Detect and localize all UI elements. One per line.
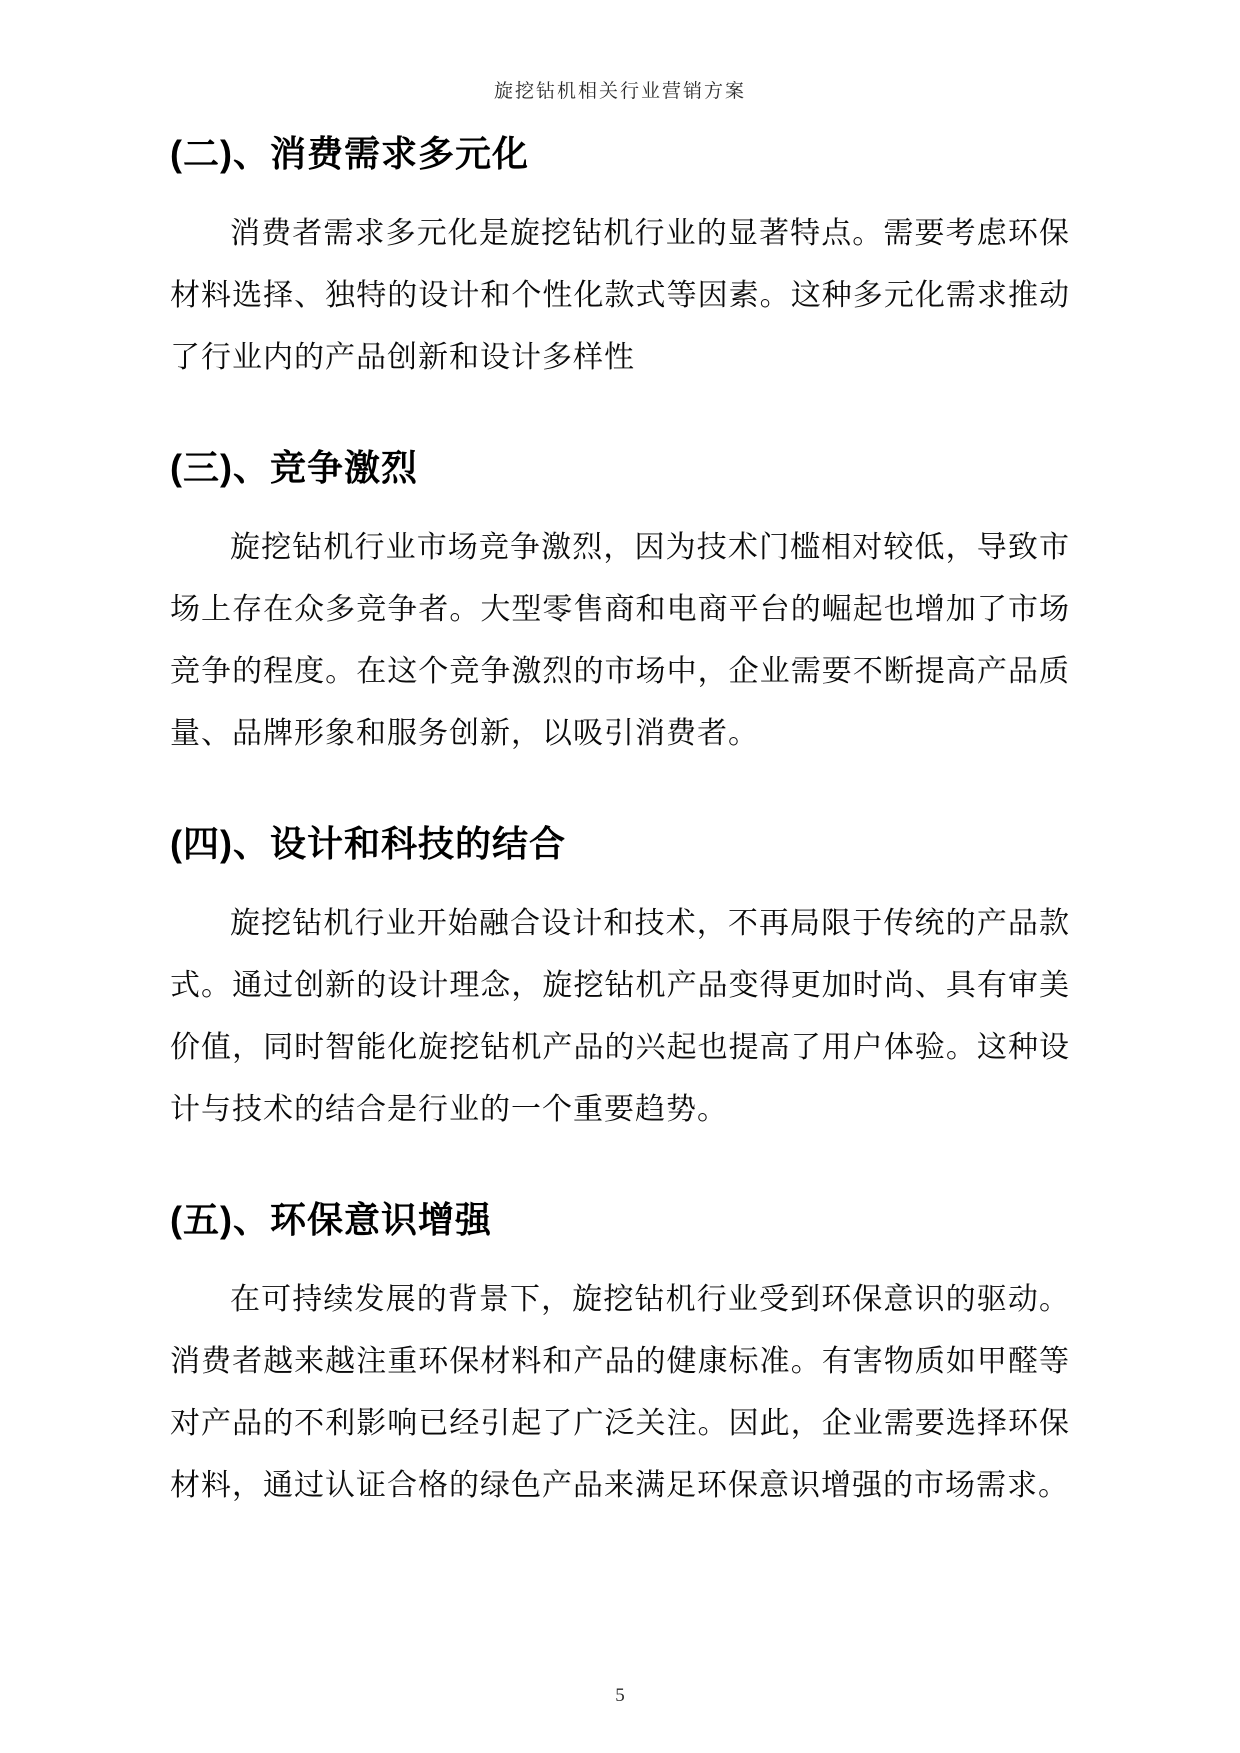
section-heading-5: (五)、环保意识增强 [170,1199,492,1240]
page-number: 5 [615,1685,625,1706]
section-eco-awareness [170,1197,1070,1517]
section-body-3: 旋挖钻机行业市场竞争激烈，因为技术门槛相对较低，导致市场上存在众多竞争者。大型零售商和电商平台的崛起也增加了市场竞争的程度。在这个竞争激烈的市场中，企业需要不断提高产品质量、品牌形象和服务创新，以吸引消费者。 [170,531,1070,750]
section-competition [170,445,1070,765]
section-heading-3: (三)、竞争激烈 [170,447,418,488]
document-title-header: 旋挖钻机相关行业营销方案 [493,81,746,102]
section-heading-4: (四)、设计和科技的结合 [170,823,566,864]
section-design-tech [170,821,1070,1141]
section-body-2: 消费者需求多元化是旋挖钻机行业的显著特点。需要考虑环保材料选择、独特的设计和个性化款式等因素。这种多元化需求推动了行业内的产品创新和设计多样性 [170,217,1070,374]
section-body-5: 在可持续发展的背景下，旋挖钻机行业受到环保意识的驱动。消费者越来越注重环保材料和产品的健康标准。有害物质如甲醛等对产品的不利影响已经引起了广泛关注。因此，企业需要选择环保材料，通过认证合格的绿色产品来满足环保意识增强的市场需求。 [170,1283,1070,1502]
section-body-4: 旋挖钻机行业开始融合设计和技术，不再局限于传统的产品款式。通过创新的设计理念，旋挖钻机产品变得更加时尚、具有审美价值，同时智能化旋挖钻机产品的兴起也提高了用户体验。这种设计与技术的结合是行业的一个重要趋势。 [170,907,1070,1126]
section-heading-2: (二)、消费需求多元化 [170,133,529,174]
section-consumer-demand [170,131,1070,389]
